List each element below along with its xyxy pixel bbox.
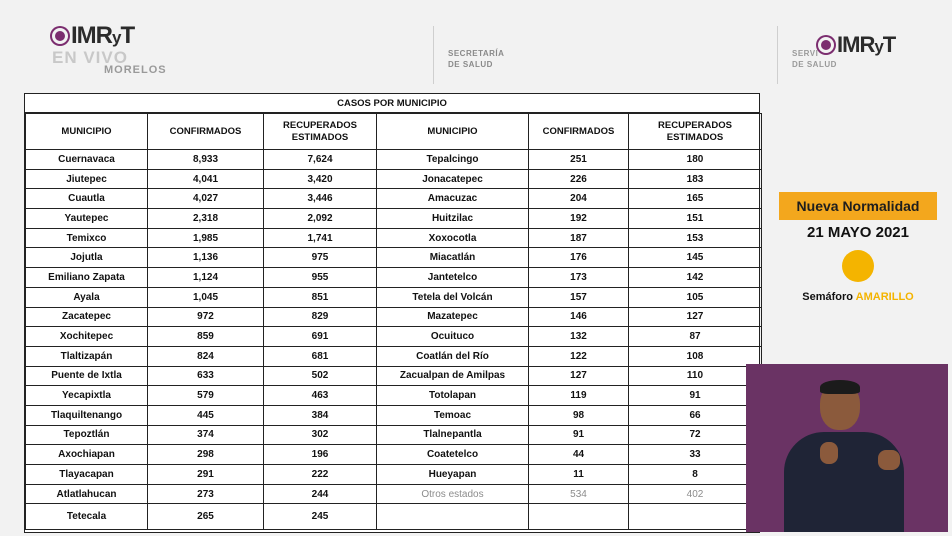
table-cell: 33 [629, 445, 762, 465]
table-cell: 8 [629, 465, 762, 485]
table-cell: Puente de Ixtla [26, 366, 148, 386]
table-cell: 132 [529, 327, 629, 347]
table-cell: Temixco [26, 228, 148, 248]
table-cell: Cuernavaca [26, 150, 148, 170]
column-header: RECUPERADOS ESTIMADOS [629, 114, 762, 150]
table-cell: 127 [629, 307, 762, 327]
table-cell: 302 [264, 425, 377, 445]
table-cell: Coatetelco [377, 445, 529, 465]
en-vivo-label: EN VIVO [52, 48, 128, 67]
table-cell: 105 [629, 287, 762, 307]
imryt-logo-mark-right [818, 32, 895, 58]
table-cell: 204 [529, 189, 629, 209]
report-date: 21 MAYO 2021 [806, 224, 909, 241]
table-row [26, 287, 762, 307]
table-cell: Jojutla [26, 248, 148, 268]
table-cell: 157 [529, 287, 629, 307]
table-cell: 153 [629, 228, 762, 248]
header-divider [433, 26, 434, 84]
table-cell: Otros estados [377, 484, 529, 504]
sign-language-interpreter-video [746, 364, 948, 532]
table-cell: 691 [264, 327, 377, 347]
table-cell: 108 [629, 346, 762, 366]
table-row [26, 169, 762, 189]
table-cell: 534 [529, 484, 629, 504]
table-cell: 151 [629, 209, 762, 229]
table-cell: 445 [148, 405, 264, 425]
table-cell: 183 [629, 169, 762, 189]
table-cell: 180 [629, 150, 762, 170]
table-cell: 265 [148, 504, 264, 530]
table-cell: Emiliano Zapata [26, 268, 148, 288]
table-cell: 4,041 [148, 169, 264, 189]
table-cell: 4,027 [148, 189, 264, 209]
table-cell: Totolapan [377, 386, 529, 406]
table-row [26, 504, 762, 530]
table-cell: 142 [629, 268, 762, 288]
table-cell: Zacualpan de Amilpas [377, 366, 529, 386]
table-cell: Tetecala [26, 504, 148, 530]
table-cell: 11 [529, 465, 629, 485]
status-panel [779, 192, 937, 303]
cases-table-grid [25, 113, 762, 530]
table-row [26, 405, 762, 425]
table-row [26, 484, 762, 504]
table-cell: 7,624 [264, 150, 377, 170]
interpreter-body [784, 432, 904, 532]
imryt-wordmark: IMRyT [71, 22, 135, 49]
table-cell: Atlatlahucan [26, 484, 148, 504]
table-cell: 681 [264, 346, 377, 366]
header-divider-right [777, 26, 778, 84]
column-header: MUNICIPIO [377, 114, 529, 150]
nueva-normalidad-banner: Nueva Normalidad [779, 192, 937, 220]
table-cell: 1,741 [264, 228, 377, 248]
table-cell: 633 [148, 366, 264, 386]
semaforo-label: Semáforo [802, 291, 854, 303]
imryt-logo-left [52, 22, 167, 86]
table-cell: 3,420 [264, 169, 377, 189]
table-cell: 173 [529, 268, 629, 288]
table-row [26, 150, 762, 170]
table-cell: Tepoztlán [26, 425, 148, 445]
table-row [26, 425, 762, 445]
table-cell: Ocuituco [377, 327, 529, 347]
table-cell [629, 504, 762, 530]
table-cell: Huitzilac [377, 209, 529, 229]
table-cell: Ayala [26, 287, 148, 307]
table-cell: 1,124 [148, 268, 264, 288]
table-cell: 98 [529, 405, 629, 425]
table-cell: 127 [529, 366, 629, 386]
table-cell: Hueyapan [377, 465, 529, 485]
morelos-label: MORELOS [104, 64, 167, 76]
table-cell: Axochiapan [26, 445, 148, 465]
table-row [26, 445, 762, 465]
cases-by-municipality-table [24, 93, 760, 533]
table-cell: 859 [148, 327, 264, 347]
table-row [26, 228, 762, 248]
table-cell: 955 [264, 268, 377, 288]
table-cell: 119 [529, 386, 629, 406]
table-cell: 1,045 [148, 287, 264, 307]
table-cell: 1,985 [148, 228, 264, 248]
table-cell: Jonacatepec [377, 169, 529, 189]
table-cell: Amacuzac [377, 189, 529, 209]
interpreter-hand-right [878, 450, 900, 470]
table-cell: Coatlán del Río [377, 346, 529, 366]
table-cell: 972 [148, 307, 264, 327]
table-cell: 110 [629, 366, 762, 386]
table-row [26, 327, 762, 347]
table-cell: 146 [529, 307, 629, 327]
imryt-wordmark: IMRyT [837, 32, 896, 57]
table-cell: 222 [264, 465, 377, 485]
table-cell: Tepalcingo [377, 150, 529, 170]
table-cell: 187 [529, 228, 629, 248]
table-cell: 91 [629, 386, 762, 406]
table-cell: 87 [629, 327, 762, 347]
table-cell: 829 [264, 307, 377, 327]
table-cell: 502 [264, 366, 377, 386]
table-cell: 384 [264, 405, 377, 425]
table-cell: Mazatepec [377, 307, 529, 327]
table-cell: 66 [629, 405, 762, 425]
table-cell: 402 [629, 484, 762, 504]
table-cell: Yautepec [26, 209, 148, 229]
column-header: CONFIRMADOS [148, 114, 264, 150]
table-row [26, 346, 762, 366]
table-cell: 251 [529, 150, 629, 170]
imryt-badge-icon [52, 28, 68, 44]
table-cell: 374 [148, 425, 264, 445]
table-cell: Yecapixtla [26, 386, 148, 406]
table-body [26, 150, 762, 530]
semaforo-dot-icon [842, 250, 874, 282]
table-title: CASOS POR MUNICIPIO [25, 94, 759, 113]
table-cell: 176 [529, 248, 629, 268]
table-cell: Tlaquiltenango [26, 405, 148, 425]
table-cell: 2,092 [264, 209, 377, 229]
table-cell: Tlaltizapán [26, 346, 148, 366]
table-cell: 851 [264, 287, 377, 307]
table-cell: Temoac [377, 405, 529, 425]
imryt-badge-icon [818, 37, 834, 53]
secretaria-de-salud-label: SECRETARÍA DE SALUD [448, 49, 505, 69]
table-cell: 44 [529, 445, 629, 465]
table-cell: 298 [148, 445, 264, 465]
table-cell: Tlayacapan [26, 465, 148, 485]
table-cell: 1,136 [148, 248, 264, 268]
table-cell: 8,933 [148, 150, 264, 170]
table-row [26, 307, 762, 327]
table-row [26, 248, 762, 268]
table-row [26, 268, 762, 288]
table-cell: 165 [629, 189, 762, 209]
column-header: CONFIRMADOS [529, 114, 629, 150]
table-cell: 3,446 [264, 189, 377, 209]
table-cell: Cuautla [26, 189, 148, 209]
imryt-logo-right [792, 32, 942, 76]
semaforo-value: AMARILLO [855, 291, 914, 303]
table-cell: 824 [148, 346, 264, 366]
table-cell: 245 [264, 504, 377, 530]
semaforo-status [779, 291, 937, 303]
table-cell: 291 [148, 465, 264, 485]
table-cell: Jantetelco [377, 268, 529, 288]
table-cell: Tetela del Volcán [377, 287, 529, 307]
table-cell: Jiutepec [26, 169, 148, 189]
table-cell: 145 [629, 248, 762, 268]
table-cell: 226 [529, 169, 629, 189]
table-cell [377, 504, 529, 530]
table-cell: 975 [264, 248, 377, 268]
table-cell: Zacatepec [26, 307, 148, 327]
table-row [26, 189, 762, 209]
interpreter-hand-left [820, 442, 838, 464]
interpreter-hair [820, 380, 860, 394]
table-cell: Miacatlán [377, 248, 529, 268]
table-cell: 579 [148, 386, 264, 406]
table-cell: 72 [629, 425, 762, 445]
column-header: RECUPERADOS ESTIMADOS [264, 114, 377, 150]
imryt-logo-mark [52, 22, 162, 50]
table-cell: 122 [529, 346, 629, 366]
table-cell [529, 504, 629, 530]
table-row [26, 366, 762, 386]
table-cell: 244 [264, 484, 377, 504]
table-cell: 192 [529, 209, 629, 229]
table-cell: 273 [148, 484, 264, 504]
table-row [26, 209, 762, 229]
table-cell: Xochitepec [26, 327, 148, 347]
table-cell: 196 [264, 445, 377, 465]
table-cell: 463 [264, 386, 377, 406]
table-cell: 2,318 [148, 209, 264, 229]
table-header-row [26, 114, 762, 150]
table-row [26, 386, 762, 406]
table-cell: Xoxocotla [377, 228, 529, 248]
column-header: MUNICIPIO [26, 114, 148, 150]
table-cell: 91 [529, 425, 629, 445]
table-row [26, 465, 762, 485]
table-cell: Tlalnepantla [377, 425, 529, 445]
servicios-de-salud-label: SERVI DE SALUD [792, 49, 837, 69]
